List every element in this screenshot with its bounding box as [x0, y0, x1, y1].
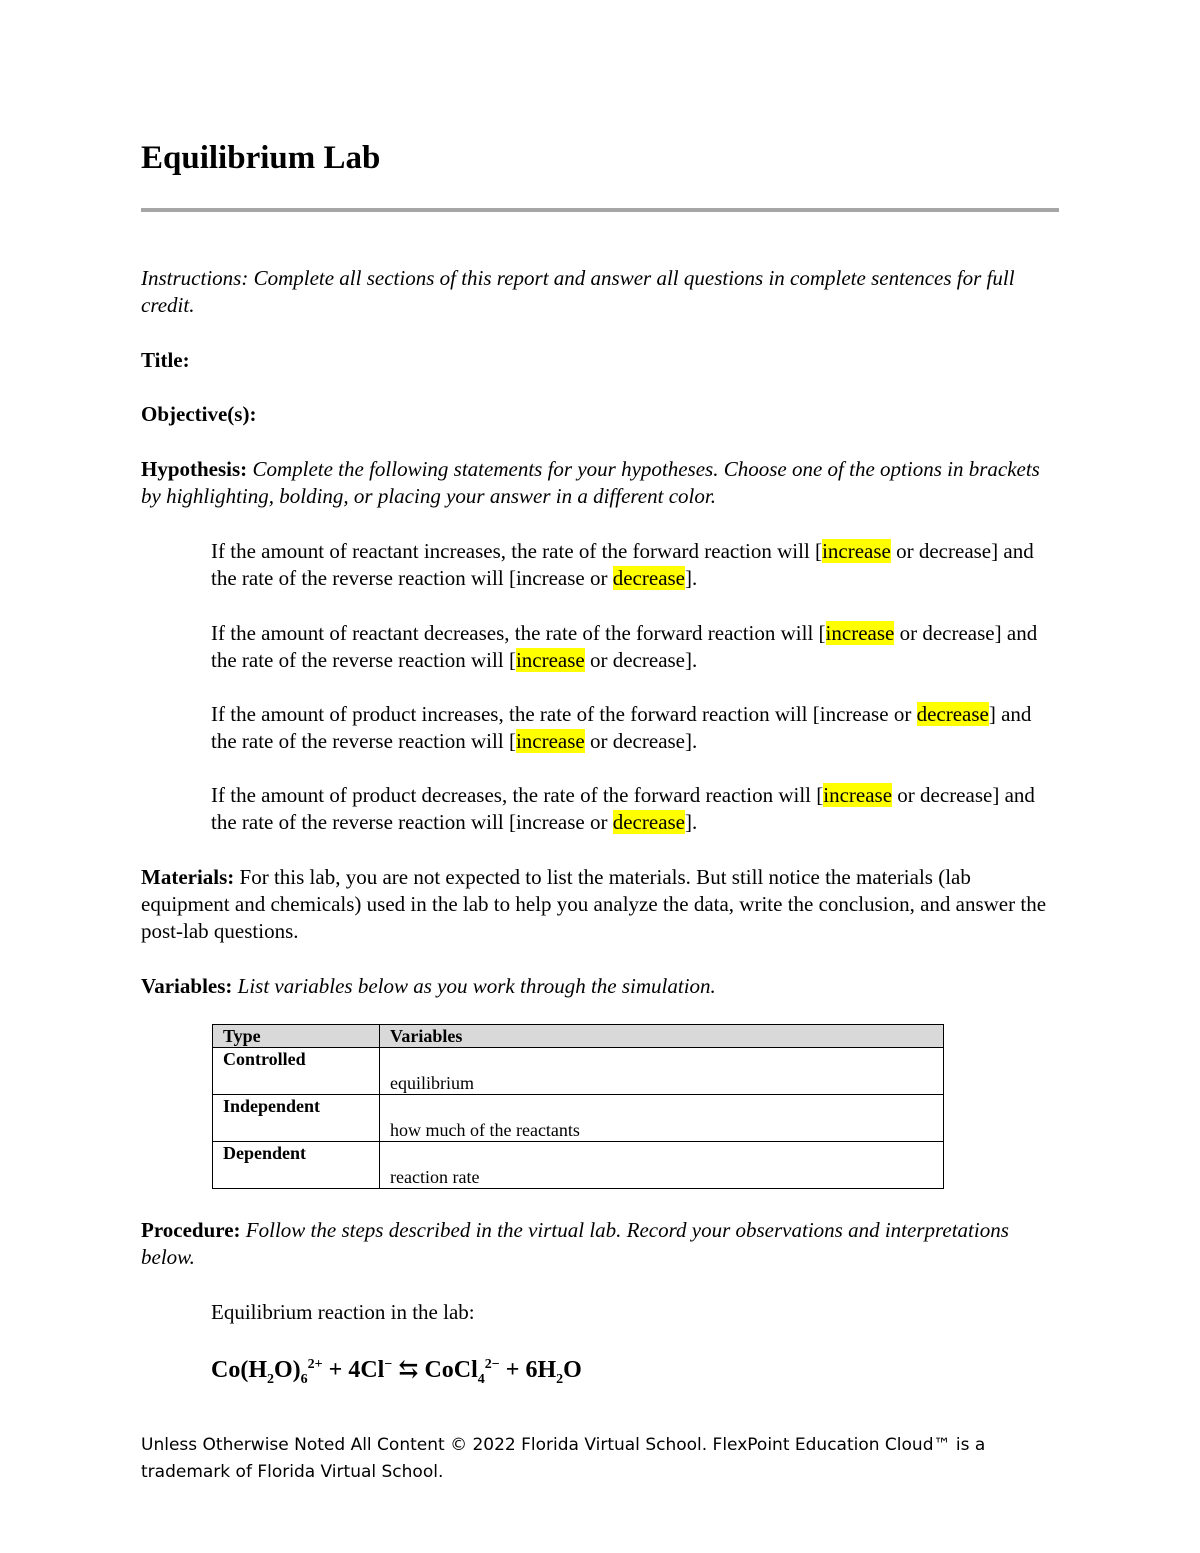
instructions-text: Instructions: Complete all sections of this report and answer all questions in complete sentences for full credit. — [141, 266, 1015, 317]
equilibrium-equation: $Co(H_2O)_6^{2+} + 4Cl^-$ ⇆ CoCl$_4^{2-}$ + $6H_2O$ — [211, 1357, 582, 1387]
variables-label: Variables: — [141, 974, 233, 998]
hypothesis-statement: If the amount of reactant increases, the rate of the forward reaction will [increase or decrease] and the rate of the reverse reaction will [increase or decrease]. — [211, 539, 1034, 590]
variables-table — [212, 1024, 944, 1189]
hypothesis-instructions: Complete the following statements for your hypotheses. Choose one of the options in brackets by highlighting, bolding, or placing your answer in a different color. — [141, 457, 1040, 508]
procedure-label: Procedure: — [141, 1218, 241, 1242]
hypothesis-statement: If the amount of reactant decreases, the rate of the forward reaction will [increase or decrease] and the rate of the reverse reaction will [increase or decrease]. — [211, 621, 1038, 672]
materials-section — [141, 864, 1059, 945]
column-header-type: Type — [213, 1025, 380, 1048]
variable-type-cell: Controlled — [213, 1048, 380, 1095]
variable-value-cell[interactable]: reaction rate — [380, 1142, 944, 1189]
highlighted-answer: decrease — [612, 566, 686, 590]
materials-text: For this lab, you are not expected to list the materials. But still notice the materials (lab equipment and chemicals) used in the lab to help you analyze the data, write the conclusion, and answer the post-lab questions. — [141, 865, 1047, 943]
variable-type-cell: Dependent — [213, 1142, 380, 1189]
variables-instructions: List variables below as you work through the simulation. — [232, 974, 716, 998]
highlighted-answer: increase — [825, 621, 895, 645]
hypothesis-statement: If the amount of product decreases, the rate of the forward reaction will [increase or decrease] and the rate of the reverse reaction will [increase or decrease]. — [211, 783, 1035, 834]
highlighted-answer: decrease — [916, 702, 989, 726]
highlighted-answer: decrease — [612, 810, 686, 834]
variable-type-cell: Independent — [213, 1095, 380, 1142]
variable-value-cell[interactable]: equilibrium — [380, 1048, 944, 1095]
hypothesis-statement: If the amount of product increases, the rate of the forward reaction will [increase or decrease] and the rate of the reverse reaction will [increase or decrease]. — [211, 702, 1032, 753]
title-divider — [141, 208, 1059, 212]
table-row — [213, 1048, 944, 1095]
column-header-variables: Variables — [380, 1025, 944, 1048]
highlighted-answer: increase — [515, 729, 585, 753]
highlighted-answer: increase — [823, 783, 893, 807]
procedure-instructions: Follow the steps described in the virtual lab. Record your observations and interpretations below. — [141, 1218, 1009, 1269]
copyright-footer: Unless Otherwise Noted All Content © 2022 Florida Virtual School. FlexPoint Education Cloud™ is a trademark of Florida Virtual School. — [141, 1435, 986, 1482]
materials-label: Materials: — [141, 865, 235, 889]
table-row — [213, 1142, 944, 1189]
objectives-label: Objective(s): — [141, 402, 257, 426]
reaction-label: Equilibrium reaction in the lab: — [211, 1300, 475, 1324]
title-label: Title: — [141, 348, 190, 372]
hypothesis-label: Hypothesis: — [141, 457, 248, 481]
table-header-row — [213, 1025, 944, 1048]
highlighted-answer: increase — [515, 648, 585, 672]
equilibrium-arrow-icon: ⇆ — [392, 1357, 425, 1383]
hypothesis-section — [141, 456, 1059, 510]
page-title: Equilibrium Lab — [141, 140, 381, 176]
highlighted-answer: increase — [822, 539, 891, 563]
procedure-section — [141, 1217, 1059, 1271]
variable-value-cell[interactable]: how much of the reactants — [380, 1095, 944, 1142]
table-row — [213, 1095, 944, 1142]
variables-section — [141, 973, 1059, 1000]
